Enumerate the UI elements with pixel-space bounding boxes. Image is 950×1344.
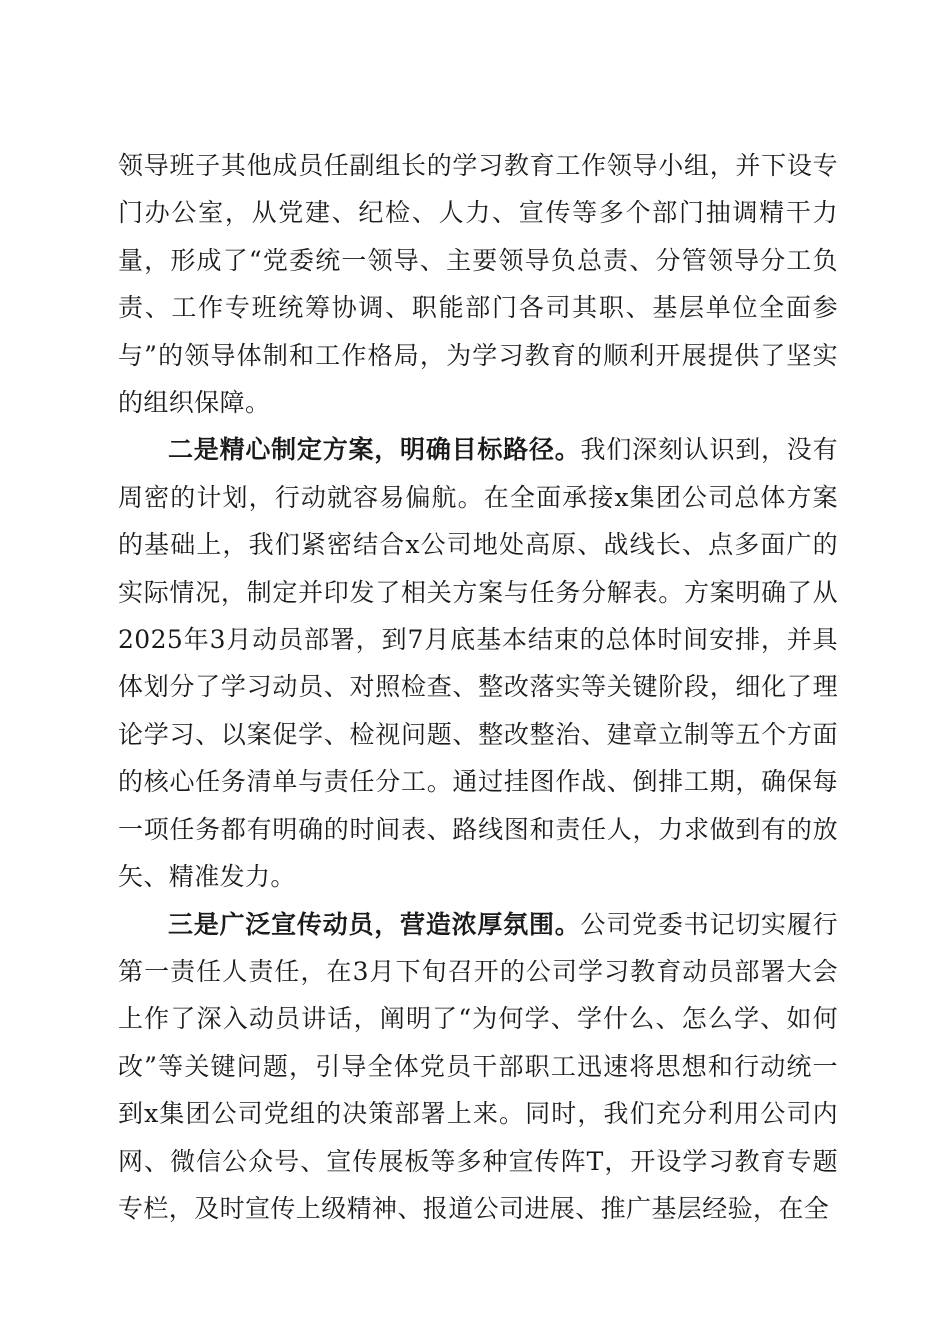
document-body [118,142,838,1232]
paragraph-3 [118,901,838,1233]
paragraph-3-lead: 三是广泛宣传动员，营造浓厚氛围。 [168,909,581,939]
paragraph-3-text: 公司党委书记切实履行第一责任人责任，在3月下旬召开的公司学习教育动员部署大会上作了深入动员讲话，阐明了“为何学、学什么、怎么学、如何改”等关键问题，引导全体党员干部职工迅速将思想和行动统一到x集团公司党组的决策部署上来。同时，我们充分利用公司内网、微信公众号、宣传展板等多种宣传阵T，开设学习教育专题专栏，及时宣传上级精神、报道公司进展、推广基层经验，在全 [118,909,838,1223]
paragraph-1 [118,142,838,426]
paragraph-2 [118,426,838,900]
paragraph-2-lead: 二是精心制定方案，明确目标路径。 [168,435,581,465]
paragraph-1-text: 领导班子其他成员任副组长的学习教育工作领导小组，并下设专门办公室，从党建、纪检、人力、宣传等多个部门抽调精干力量，形成了“党委统一领导、主要领导负总责、分管领导分工负责、工作专班统筹协调、职能部门各司其职、基层单位全面参与”的领导体制和工作格局，为学习教育的顺利开展提供了坚实的组织保障。 [118,151,838,418]
paragraph-2-text: 我们深刻认识到，没有周密的计划，行动就容易偏航。在全面承接x集团公司总体方案的基础上，我们紧密结合x公司地处高原、战线长、点多面广的实际情况，制定并印发了相关方案与任务分解表。方案明确了从2025年3月动员部署，到7月底基本结束的总体时间安排，并具体划分了学习动员、对照检查、整改落实等关键阶段，细化了理论学习、以案促学、检视问题、整改整治、建章立制等五个方面的核心任务清单与责任分工。通过挂图作战、倒排工期，确保每一项任务都有明确的时间表、路线图和责任人，力求做到有的放矢、精准发力。 [118,435,838,892]
